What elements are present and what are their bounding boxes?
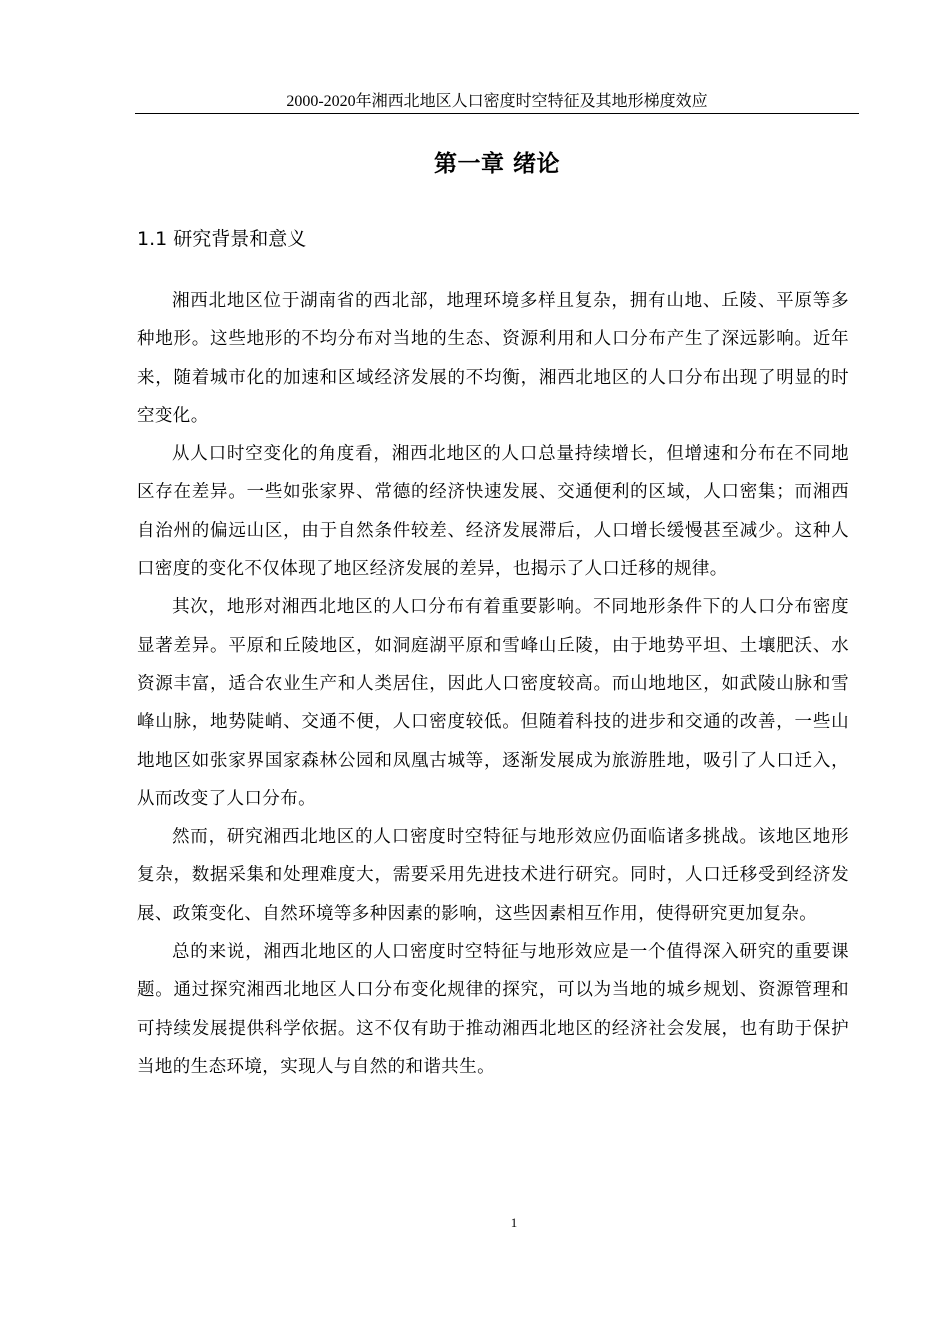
page-number: 1 bbox=[510, 1215, 518, 1230]
paragraph: 从人口时空变化的角度看，湘西北地区的人口总量持续增长，但增速和分布在不同地区存在差异。一些如张家界、常德的经济快速发展、交通便利的区域，人口密集；而湘西自治州的偏远山区，由于自然条件较差、经济发展滞后，人口增长缓慢甚至减少。这种人口密度的变化不仅体现了地区经济发展的差异，也揭示了人口迁移的规律。 bbox=[137, 444, 849, 580]
paragraph: 总的来说，湘西北地区的人口密度时空特征与地形效应是一个值得深入研究的重要课题。通过探究湘西北地区人口分布变化规律的探究，可以为当地的城乡规划、资源管理和可持续发展提供科学依据。这不仅有助于推动湘西北地区的经济社会发展，也有助于保护当地的生态环境，实现人与自然的和谐共生。 bbox=[137, 942, 849, 1077]
paragraph: 其次，地形对湘西北地区的人口分布有着重要影响。不同地形条件下的人口分布密度显著差异。平原和丘陵地区，如洞庭湖平原和雪峰山丘陵，由于地势平坦、土壤肥沃、水资源丰富，适合农业生产和人类居住，因此人口密度较高。而山地地区，如武陵山脉和雪峰山脉，地势陡峭、交通不便，人口密度较低。但随着科技的进步和交通的改善，一些山地地区如张家界国家森林公园和凤凰古城等，逐渐发展成为旅游胜地，吸引了人口迁入，从而改变了人口分布。 bbox=[137, 597, 849, 809]
running-header: 2000-2020年湘西北地区人口密度时空特征及其地形梯度效应 bbox=[286, 93, 708, 110]
section-title: 1.1 研究背景和意义 bbox=[137, 228, 307, 250]
paragraph: 湘西北地区位于湖南省的西北部，地理环境多样且复杂，拥有山地、丘陵、平原等多种地形。这些地形的不均分布对当地的生态、资源利用和人口分布产生了深远影响。近年来，随着城市化的加速和区域经济发展的不均衡，湘西北地区的人口分布出现了明显的时空变化。 bbox=[137, 291, 849, 426]
paragraph: 然而，研究湘西北地区的人口密度时空特征与地形效应仍面临诸多挑战。该地区地形复杂，数据采集和处理难度大，需要采用先进技术进行研究。同时，人口迁移受到经济发展、政策变化、自然环境等多种因素的影响，这些因素相互作用，使得研究更加复杂。 bbox=[137, 827, 849, 924]
chapter-title: 第一章 绪论 bbox=[433, 151, 560, 177]
header-rule bbox=[135, 113, 859, 114]
body-text bbox=[137, 282, 849, 1086]
